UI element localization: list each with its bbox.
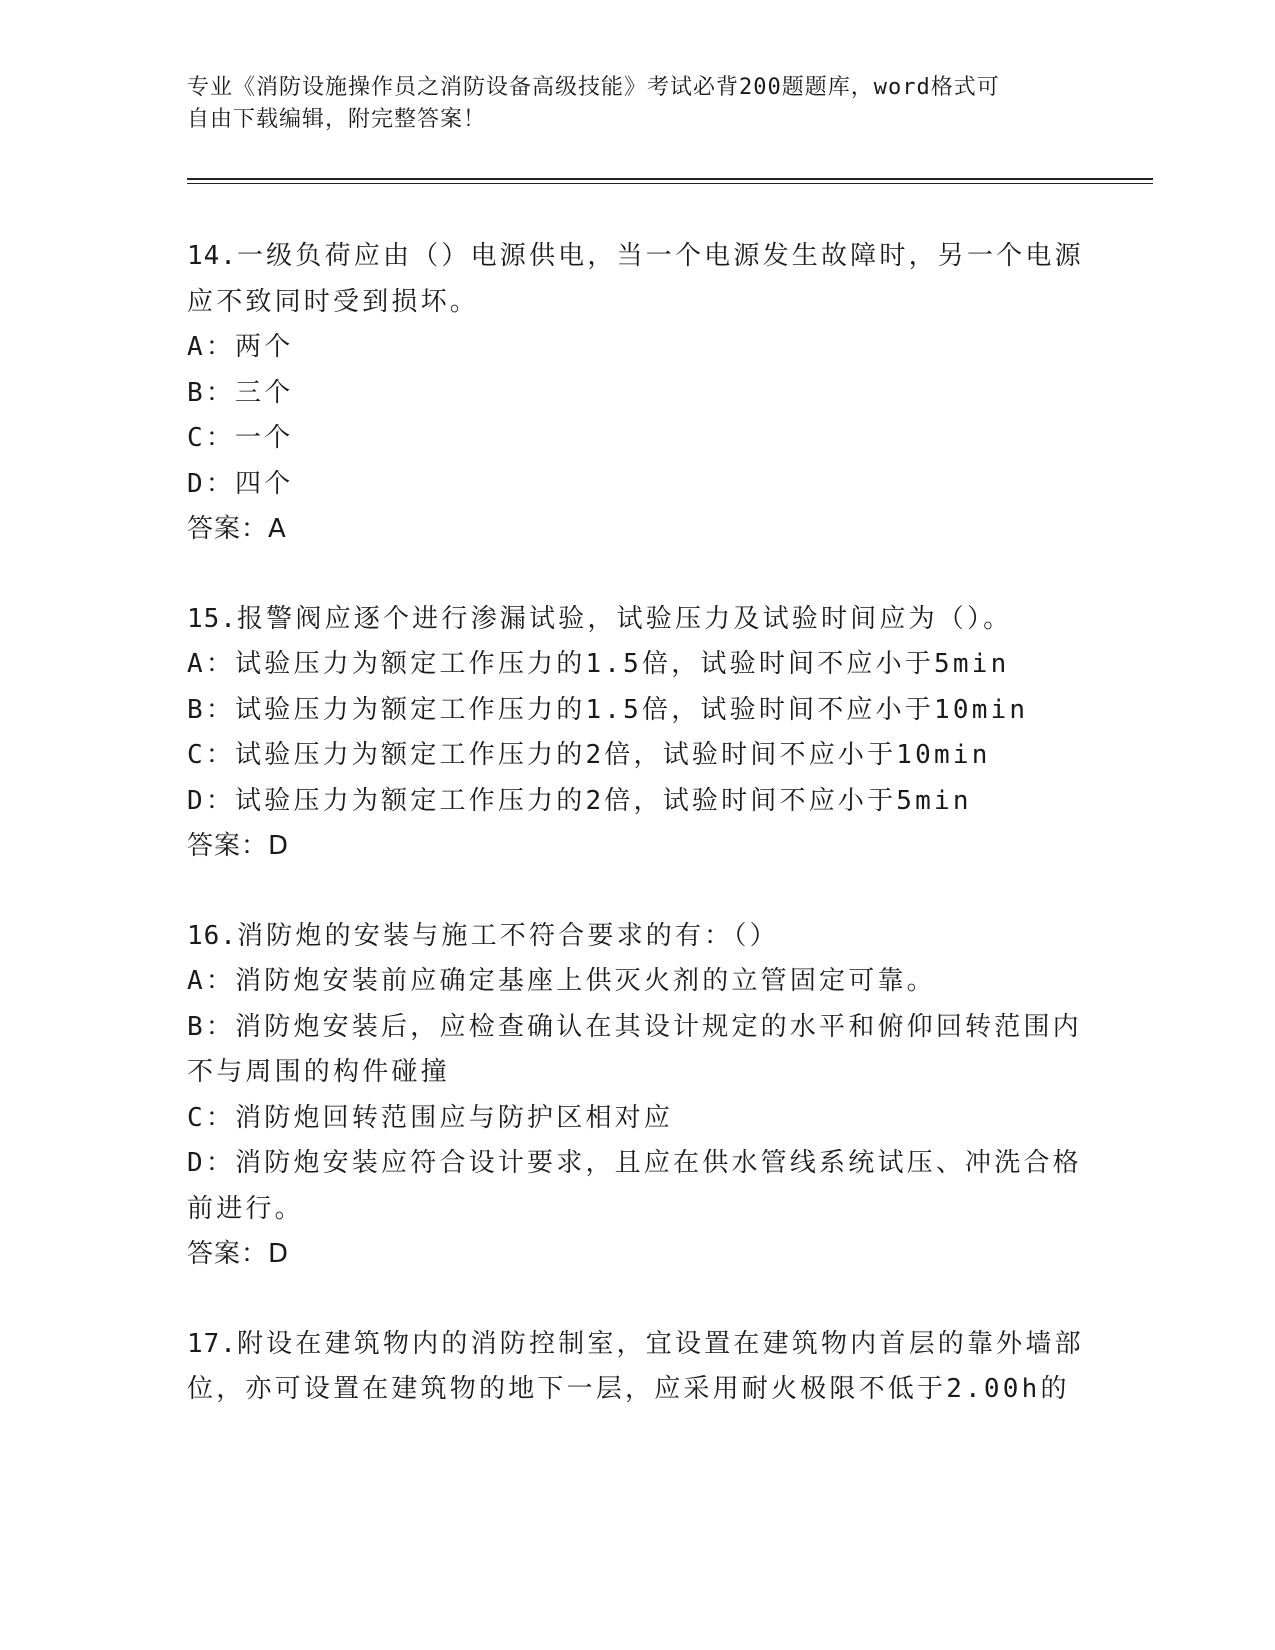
question-stem [187,1322,1087,1413]
header-line-1: 专业《消防设施操作员之消防设备高级技能》考试必背200题题库，word格式可 [187,75,1000,100]
question-number: 16. [187,920,237,951]
question-stem [187,914,1087,960]
option-b: B：三个 [187,377,294,408]
question-text: 附设在建筑物内的消防控制室，宜设置在建筑物内首层的靠外墙部位，亦可设置在建筑物的地下一层，应采用耐火极限不低于2.00h的 [187,1328,1084,1404]
option-a: A：消防炮安装前应确定基座上供灭火剂的立管固定可靠。 [187,966,936,996]
option-c: C：消防炮回转范围应与防护区相对应 [187,1102,674,1133]
question-stem [187,597,1087,643]
question-number: 14. [187,241,237,271]
question-list [187,234,1087,1457]
question-number: 15. [187,603,237,634]
answer-label: 答案：D [187,1239,290,1269]
option-d: D：试验压力为额定工作压力的2倍，试验时间不应小于5min [187,785,972,816]
question-stem [187,234,1087,325]
option-b: B：消防炮安装后，应检查确认在其设计规定的水平和俯仰回转范围内不与周围的构件碰撞 [187,1011,1082,1087]
option-d: D：消防炮安装应符合设计要求，且应在供水管线系统试压、冲洗合格前进行。 [187,1148,1082,1224]
option-c: C：试验压力为额定工作压力的2倍，试验时间不应小于10min [187,740,991,770]
question-number: 17. [187,1328,237,1359]
question-text: 消防炮的安装与施工不符合要求的有：（） [236,920,779,951]
option-a: A：两个 [187,332,294,362]
header-divider-thick [187,178,1153,180]
question-text: 报警阀应逐个进行渗漏试验，试验压力及试验时间应为（）。 [236,603,1013,634]
option-a: A：试验压力为额定工作压力的1.5倍，试验时间不应小于5min [187,649,1010,679]
document-header [187,72,1067,136]
answer-label: 答案：A [187,514,287,544]
question-16 [187,914,1087,1278]
header-divider-thin [187,183,1153,184]
answer-label: 答案：D [187,831,290,861]
option-d: D：四个 [187,468,294,499]
header-line-2: 自由下载编辑，附完整答案！ [187,107,487,132]
question-text: 一级负荷应由（）电源供电，当一个电源发生故障时，另一个电源应不致同时受到损坏。 [187,241,1084,317]
option-b: B：试验压力为额定工作压力的1.5倍，试验时间不应小于10min [187,694,1029,725]
option-c: C：一个 [187,423,294,453]
question-17 [187,1322,1087,1413]
question-15 [187,597,1087,870]
question-14 [187,234,1087,553]
